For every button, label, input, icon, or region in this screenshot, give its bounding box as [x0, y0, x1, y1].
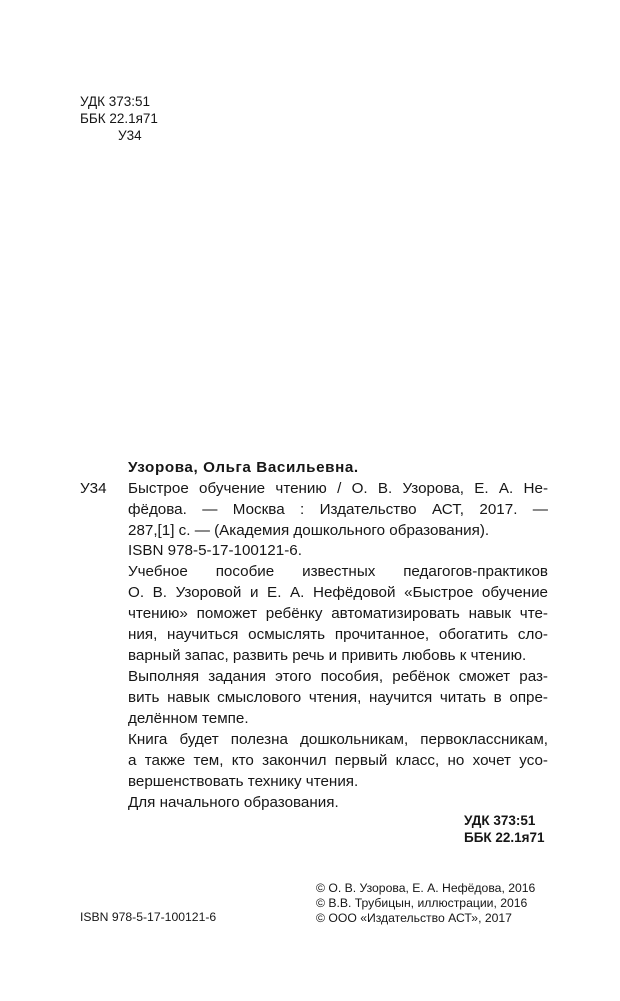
udk-code-top: УДК 373:51: [80, 94, 151, 109]
annotation-paragraph-4: Для начального образования.: [128, 794, 339, 811]
isbn-footer: ISBN 978-5-17-100121-6: [80, 910, 217, 924]
annotation-paragraph-1: [128, 561, 548, 666]
udk-code-bottom: УДК 373:51: [464, 813, 536, 828]
isbn-entry: ISBN 978-5-17-100121-6.: [128, 542, 302, 559]
author-sign-top: У34: [118, 128, 142, 143]
annotation-line: О. В. Узоровой и Е. А. Нефёдовой «Быстрое обучение: [128, 584, 548, 601]
copyright-block: [316, 881, 535, 926]
annotation-line: Книга будет полезна дошкольникам, первоклассникам,: [128, 731, 548, 748]
annotation-line: а также тем, кто закончил первый класс, но хочет усо-: [128, 752, 548, 769]
annotation-paragraph-3: [128, 729, 548, 792]
title-statement: [128, 478, 548, 541]
copyright-line: © ООО «Издательство АСТ», 2017: [316, 911, 512, 925]
annotation-line: чтению» поможет ребёнку автоматизировать навык чте-: [128, 605, 548, 622]
bbk-code-top: ББК 22.1я71: [80, 111, 158, 126]
copyright-line: © В.В. Трубицын, иллюстрации, 2016: [316, 896, 528, 910]
annotation-line: вить навык смыслового чтения, научится читать в опре-: [128, 689, 548, 706]
annotation-line: Учебное пособие известных педагогов-практиков: [128, 563, 548, 580]
annotation-line: вершенствовать технику чтения.: [128, 773, 359, 790]
author-heading: Узорова, Ольга Васильевна.: [128, 459, 359, 476]
annotation-paragraph-2: [128, 666, 548, 729]
copyright-line: © О. В. Узорова, Е. А. Нефёдова, 2016: [316, 881, 536, 895]
annotation-line: ния, научиться осмыслять прочитанное, обогатить сло-: [128, 626, 548, 643]
author-sign: У34: [80, 480, 107, 497]
title-line: фёдова. — Москва : Издательство АСТ, 2017. —: [128, 501, 548, 518]
title-line: Быстрое обучение чтению / О. В. Узорова, Е. А. Не-: [128, 480, 548, 497]
title-line: 287,[1] с. — (Академия дошкольного образования).: [128, 522, 490, 539]
annotation-line: варный запас, развить речь и привить любовь к чтению.: [128, 647, 527, 664]
annotation-line: делённом темпе.: [128, 710, 249, 727]
annotation-line: Выполняя задания этого пособия, ребёнок сможет раз-: [128, 668, 548, 685]
bbk-code-bottom: ББК 22.1я71: [464, 830, 545, 845]
